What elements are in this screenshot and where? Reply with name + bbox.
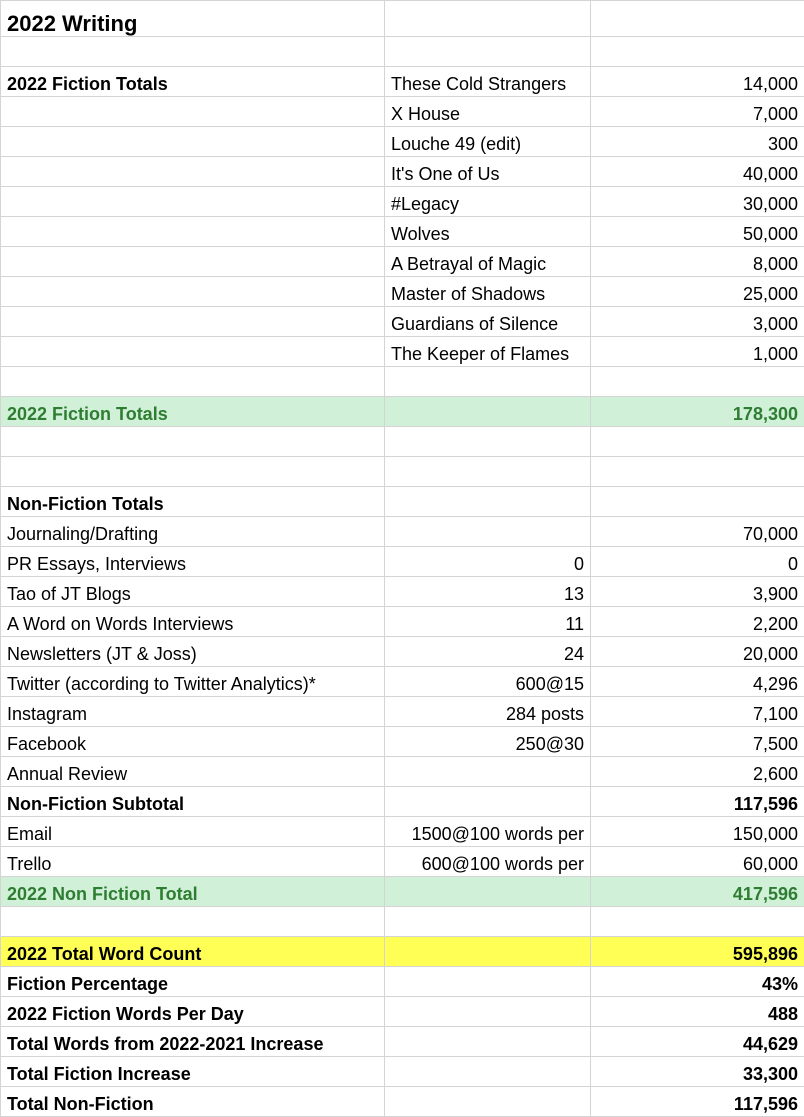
nonfiction-count[interactable]: 24 xyxy=(385,637,591,667)
cell[interactable] xyxy=(1,97,385,127)
cell[interactable] xyxy=(385,427,591,457)
fiction-row xyxy=(1,217,804,247)
nonfiction-label[interactable]: Newsletters (JT & Joss) xyxy=(1,637,385,667)
cell[interactable] xyxy=(591,1,804,37)
nonfiction-label[interactable]: PR Essays, Interviews xyxy=(1,547,385,577)
nonfiction-total-row xyxy=(1,877,804,907)
fiction-row xyxy=(1,97,804,127)
cell[interactable] xyxy=(385,367,591,397)
fiction-title[interactable]: Wolves xyxy=(385,217,591,247)
cell[interactable] xyxy=(1,277,385,307)
fiction-row xyxy=(1,337,804,367)
nonfiction-label[interactable]: Annual Review xyxy=(1,757,385,787)
total-word-count-row xyxy=(1,937,804,967)
summary-row xyxy=(1,997,804,1027)
nonfiction-count[interactable]: 11 xyxy=(385,607,591,637)
cell[interactable] xyxy=(591,907,804,937)
cell[interactable] xyxy=(385,1087,591,1117)
nonfiction-count[interactable]: 250@30 xyxy=(385,727,591,757)
nonfiction-words[interactable]: 7,100 xyxy=(591,697,804,727)
summary-row xyxy=(1,967,804,997)
nonfiction-words[interactable]: 60,000 xyxy=(591,847,804,877)
cell[interactable] xyxy=(385,457,591,487)
cell[interactable] xyxy=(591,487,804,517)
nonfiction-row xyxy=(1,697,804,727)
fiction-title[interactable]: The Keeper of Flames xyxy=(385,337,591,367)
fiction-title[interactable]: Master of Shadows xyxy=(385,277,591,307)
fiction-words[interactable]: 30,000 xyxy=(591,187,804,217)
fiction-title[interactable]: Guardians of Silence xyxy=(385,307,591,337)
cell[interactable] xyxy=(385,997,591,1027)
fiction-row xyxy=(1,277,804,307)
nonfiction-words[interactable]: 150,000 xyxy=(591,817,804,847)
fiction-total-value[interactable]: 178,300 xyxy=(591,397,804,427)
cell[interactable] xyxy=(1,307,385,337)
nonfiction-label[interactable]: A Word on Words Interviews xyxy=(1,607,385,637)
cell[interactable] xyxy=(1,457,385,487)
nonfiction-words[interactable]: 20,000 xyxy=(591,637,804,667)
summary-value[interactable]: 33,300 xyxy=(591,1057,804,1087)
summary-label[interactable]: Total Fiction Increase xyxy=(1,1057,385,1087)
fiction-title[interactable]: X House xyxy=(385,97,591,127)
nonfiction-count[interactable]: 0 xyxy=(385,547,591,577)
nonfiction-words[interactable]: 0 xyxy=(591,547,804,577)
fiction-words[interactable]: 3,000 xyxy=(591,307,804,337)
fiction-words[interactable]: 25,000 xyxy=(591,277,804,307)
nonfiction-count[interactable]: 284 posts xyxy=(385,697,591,727)
summary-row xyxy=(1,1057,804,1087)
nonfiction-label[interactable]: Twitter (according to Twitter Analytics)* xyxy=(1,667,385,697)
cell[interactable] xyxy=(591,457,804,487)
fiction-row xyxy=(1,157,804,187)
nonfiction-words[interactable]: 3,900 xyxy=(591,577,804,607)
nonfiction-row xyxy=(1,757,804,787)
cell[interactable] xyxy=(1,217,385,247)
nonfiction-row xyxy=(1,637,804,667)
total-word-count-value[interactable]: 595,896 xyxy=(591,937,804,967)
fiction-words[interactable]: 7,000 xyxy=(591,97,804,127)
cell[interactable] xyxy=(1,427,385,457)
fiction-total-label[interactable]: 2022 Fiction Totals xyxy=(1,397,385,427)
blank-row xyxy=(1,37,804,67)
fiction-title[interactable]: A Betrayal of Magic xyxy=(385,247,591,277)
nonfiction-words[interactable]: 70,000 xyxy=(591,517,804,547)
nonfiction-label[interactable]: Facebook xyxy=(1,727,385,757)
summary-value[interactable]: 488 xyxy=(591,997,804,1027)
summary-value[interactable]: 117,596 xyxy=(591,1087,804,1117)
fiction-words[interactable]: 40,000 xyxy=(591,157,804,187)
cell[interactable] xyxy=(385,1027,591,1057)
cell[interactable] xyxy=(1,157,385,187)
cell[interactable] xyxy=(1,127,385,157)
blank-row xyxy=(1,907,804,937)
nonfiction-row xyxy=(1,727,804,757)
nonfiction-row xyxy=(1,817,804,847)
nonfiction-label[interactable]: Tao of JT Blogs xyxy=(1,577,385,607)
nonfiction-count[interactable]: 600@15 xyxy=(385,667,591,697)
fiction-row xyxy=(1,247,804,277)
fiction-row xyxy=(1,127,804,157)
fiction-words[interactable]: 14,000 xyxy=(591,67,804,97)
nonfiction-subtotal-label[interactable]: Non-Fiction Subtotal xyxy=(1,787,385,817)
fiction-title[interactable]: These Cold Strangers xyxy=(385,67,591,97)
blank-row xyxy=(1,367,804,397)
nonfiction-subtotal-row xyxy=(1,787,804,817)
nonfiction-count[interactable]: 1500@100 words per xyxy=(385,817,591,847)
cell[interactable] xyxy=(385,1,591,37)
fiction-title[interactable]: Louche 49 (edit) xyxy=(385,127,591,157)
nonfiction-row xyxy=(1,517,804,547)
cell[interactable] xyxy=(385,37,591,67)
cell[interactable] xyxy=(385,967,591,997)
nonfiction-row xyxy=(1,667,804,697)
summary-label[interactable]: 2022 Fiction Words Per Day xyxy=(1,997,385,1027)
cell[interactable] xyxy=(591,427,804,457)
cell[interactable] xyxy=(385,937,591,967)
cell[interactable] xyxy=(385,397,591,427)
cell[interactable] xyxy=(1,337,385,367)
cell[interactable] xyxy=(591,367,804,397)
fiction-row xyxy=(1,67,804,97)
fiction-title[interactable]: #Legacy xyxy=(385,187,591,217)
cell[interactable] xyxy=(1,37,385,67)
cell[interactable] xyxy=(1,247,385,277)
cell[interactable] xyxy=(591,37,804,67)
fiction-row xyxy=(1,307,804,337)
nonfiction-row xyxy=(1,547,804,577)
cell[interactable] xyxy=(1,367,385,397)
fiction-words[interactable]: 300 xyxy=(591,127,804,157)
fiction-title[interactable]: It's One of Us xyxy=(385,157,591,187)
fiction-total-row xyxy=(1,397,804,427)
nonfiction-row xyxy=(1,847,804,877)
nonfiction-total-label[interactable]: 2022 Non Fiction Total xyxy=(1,877,385,907)
summary-label[interactable]: Total Words from 2022-2021 Increase xyxy=(1,1027,385,1057)
fiction-words[interactable]: 8,000 xyxy=(591,247,804,277)
summary-label[interactable]: Fiction Percentage xyxy=(1,967,385,997)
fiction-row xyxy=(1,187,804,217)
cell[interactable] xyxy=(1,907,385,937)
nonfiction-words[interactable]: 2,600 xyxy=(591,757,804,787)
nonfiction-count[interactable]: 600@100 words per xyxy=(385,847,591,877)
cell[interactable] xyxy=(385,877,591,907)
cell[interactable] xyxy=(385,787,591,817)
nonfiction-label[interactable]: Instagram xyxy=(1,697,385,727)
fiction-words[interactable]: 50,000 xyxy=(591,217,804,247)
nonfiction-count[interactable] xyxy=(385,517,591,547)
nonfiction-label[interactable]: Trello xyxy=(1,847,385,877)
nonfiction-words[interactable]: 7,500 xyxy=(591,727,804,757)
cell[interactable] xyxy=(385,1057,591,1087)
nonfiction-count[interactable]: 13 xyxy=(385,577,591,607)
title-row xyxy=(1,1,804,37)
fiction-header[interactable]: 2022 Fiction Totals xyxy=(1,67,385,97)
cell[interactable] xyxy=(1,187,385,217)
nonfiction-label[interactable]: Email xyxy=(1,817,385,847)
nonfiction-header-row xyxy=(1,487,804,517)
cell[interactable] xyxy=(385,907,591,937)
nonfiction-subtotal-value[interactable]: 117,596 xyxy=(591,787,804,817)
nonfiction-label[interactable]: Journaling/Drafting xyxy=(1,517,385,547)
cell[interactable] xyxy=(385,487,591,517)
nonfiction-words[interactable]: 2,200 xyxy=(591,607,804,637)
nonfiction-total-value[interactable]: 417,596 xyxy=(591,877,804,907)
sheet-title[interactable]: 2022 Writing xyxy=(1,1,385,37)
nonfiction-row xyxy=(1,607,804,637)
summary-row xyxy=(1,1087,804,1117)
nonfiction-header[interactable]: Non-Fiction Totals xyxy=(1,487,385,517)
blank-row xyxy=(1,427,804,457)
nonfiction-row xyxy=(1,577,804,607)
nonfiction-words[interactable]: 4,296 xyxy=(591,667,804,697)
fiction-words[interactable]: 1,000 xyxy=(591,337,804,367)
summary-row xyxy=(1,1027,804,1057)
summary-value[interactable]: 44,629 xyxy=(591,1027,804,1057)
total-word-count-label[interactable]: 2022 Total Word Count xyxy=(1,937,385,967)
summary-label[interactable]: Total Non-Fiction xyxy=(1,1087,385,1117)
blank-row xyxy=(1,457,804,487)
summary-value[interactable]: 43% xyxy=(591,967,804,997)
nonfiction-count[interactable] xyxy=(385,757,591,787)
